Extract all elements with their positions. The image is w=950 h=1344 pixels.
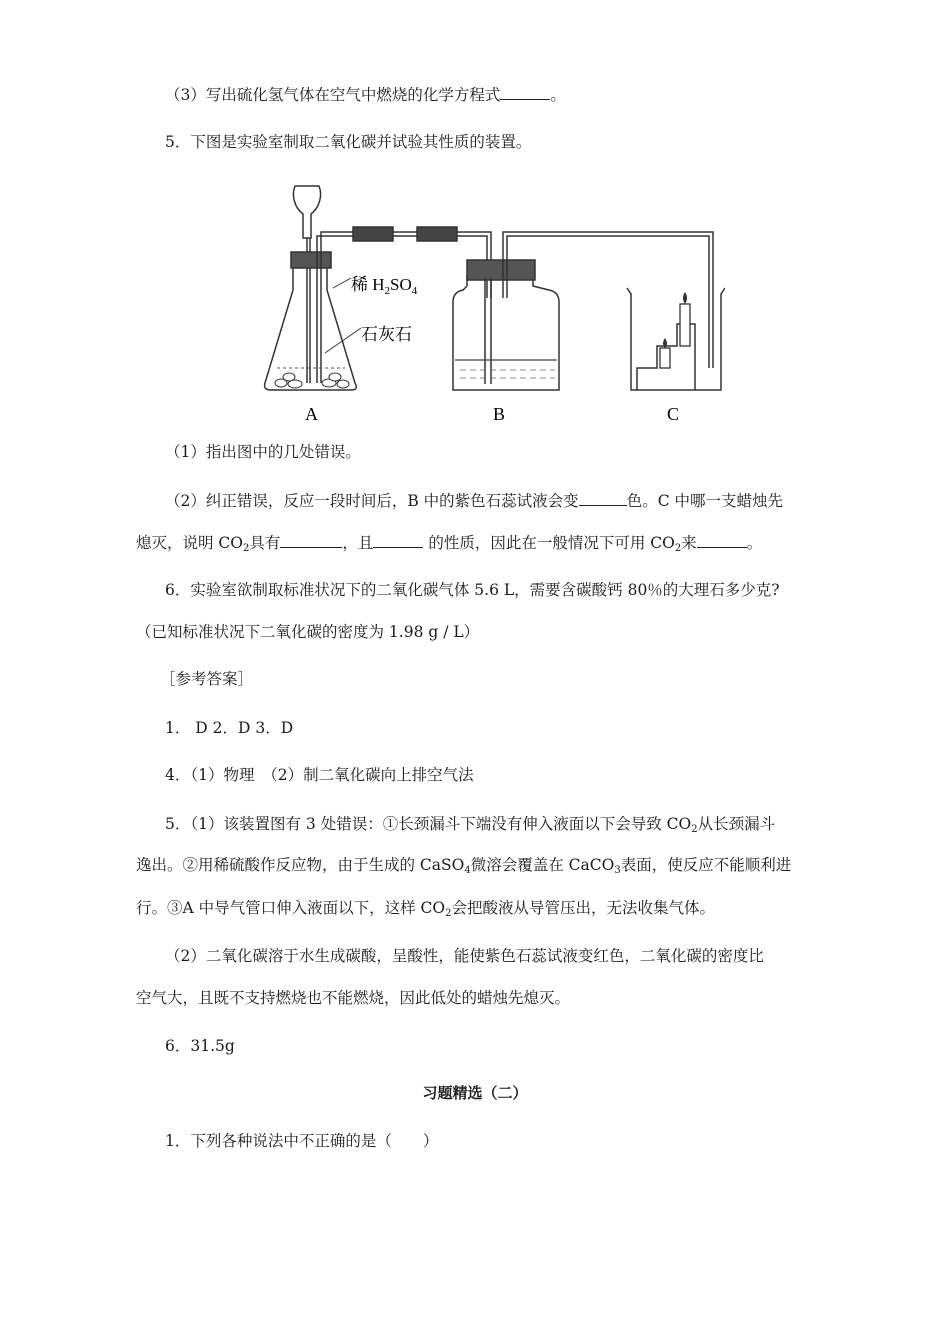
answer-blank [500,84,550,100]
q5-2-line2: 熄灭，说明 $CO_2$具有 ，且 的性质，因此在一般情况下可用 $CO_2$来 。 [136,534,763,554]
answer-blank [579,490,627,506]
answer-blank [373,532,423,548]
label-a: A [305,404,318,424]
answer-5-2-line1: （2）二氧化碳溶于水生成碳酸，呈酸性，能使紫色石蕊试液变红色，二氧化碳的密度比 [165,947,764,965]
q4-3-text: （3）写出硫化氢气体在空气中燃烧的化学方程式 。 [165,86,566,104]
answer-4: 4．（1）物理 （2）制二氧化碳向上排空气法 [165,766,474,784]
q6-line2: （已知标准状况下二氧化碳的密度为 1.98 g / L） [136,623,480,641]
answer-blank [280,532,342,548]
answers-header: ［参考答案］ [160,670,254,688]
answer-5-1-line1: 5．（1）该装置图有 3 处错误：①长颈漏斗下端没有伸入液面以下会导致 $CO_2$从长颈漏斗 [165,815,776,835]
label-c: C [667,404,680,424]
section2-q1: 1．下列各种说法中不正确的是（ ） [165,1132,439,1150]
answer-1-3: 1． D 2．D 3．D [165,719,294,737]
q5-2-line1: （2）纠正错误，反应一段时间后，B 中的紫色石蕊试液会变 色。C 中哪一支蜡烛先 [165,492,783,510]
q5-1: （1）指出图中的几处错误。 [165,443,361,461]
answer-5-1-line3: 行。③A 中导气管口伸入液面以下，这样 $CO_2$会把酸液从导管压出，无法收集气体。 [136,899,716,919]
answer-blank [697,532,747,548]
answer-5-1-line2: 逸出。②用稀硫酸作反应物，由于生成的 CaSO$_4$微溶会覆盖在 CaCO$_3$表面，使反应不能顺利进 [136,856,792,876]
label-dilute-h2so4: 稀 $H_2SO_4$ [351,275,418,297]
q6-line1: 6．实验室欲制取标准状况下的二氧化碳气体 5.6 L，需要含碳酸钙 80％的大理石多少克? [165,581,780,599]
q5-stem: 5．下图是实验室制取二氧化碳并试验其性质的装置。 [165,133,532,151]
co2-apparatus-figure [255,178,725,428]
section-title: 习题精选（二） [422,1084,528,1102]
answer-5-2-line2: 空气大，且既不支持燃烧也不能燃烧，因此低处的蜡烛先熄灭。 [136,989,571,1007]
label-b: B [493,404,506,424]
answer-6: 6．31.5g [165,1037,235,1055]
label-limestone: 石灰石 [361,325,412,344]
